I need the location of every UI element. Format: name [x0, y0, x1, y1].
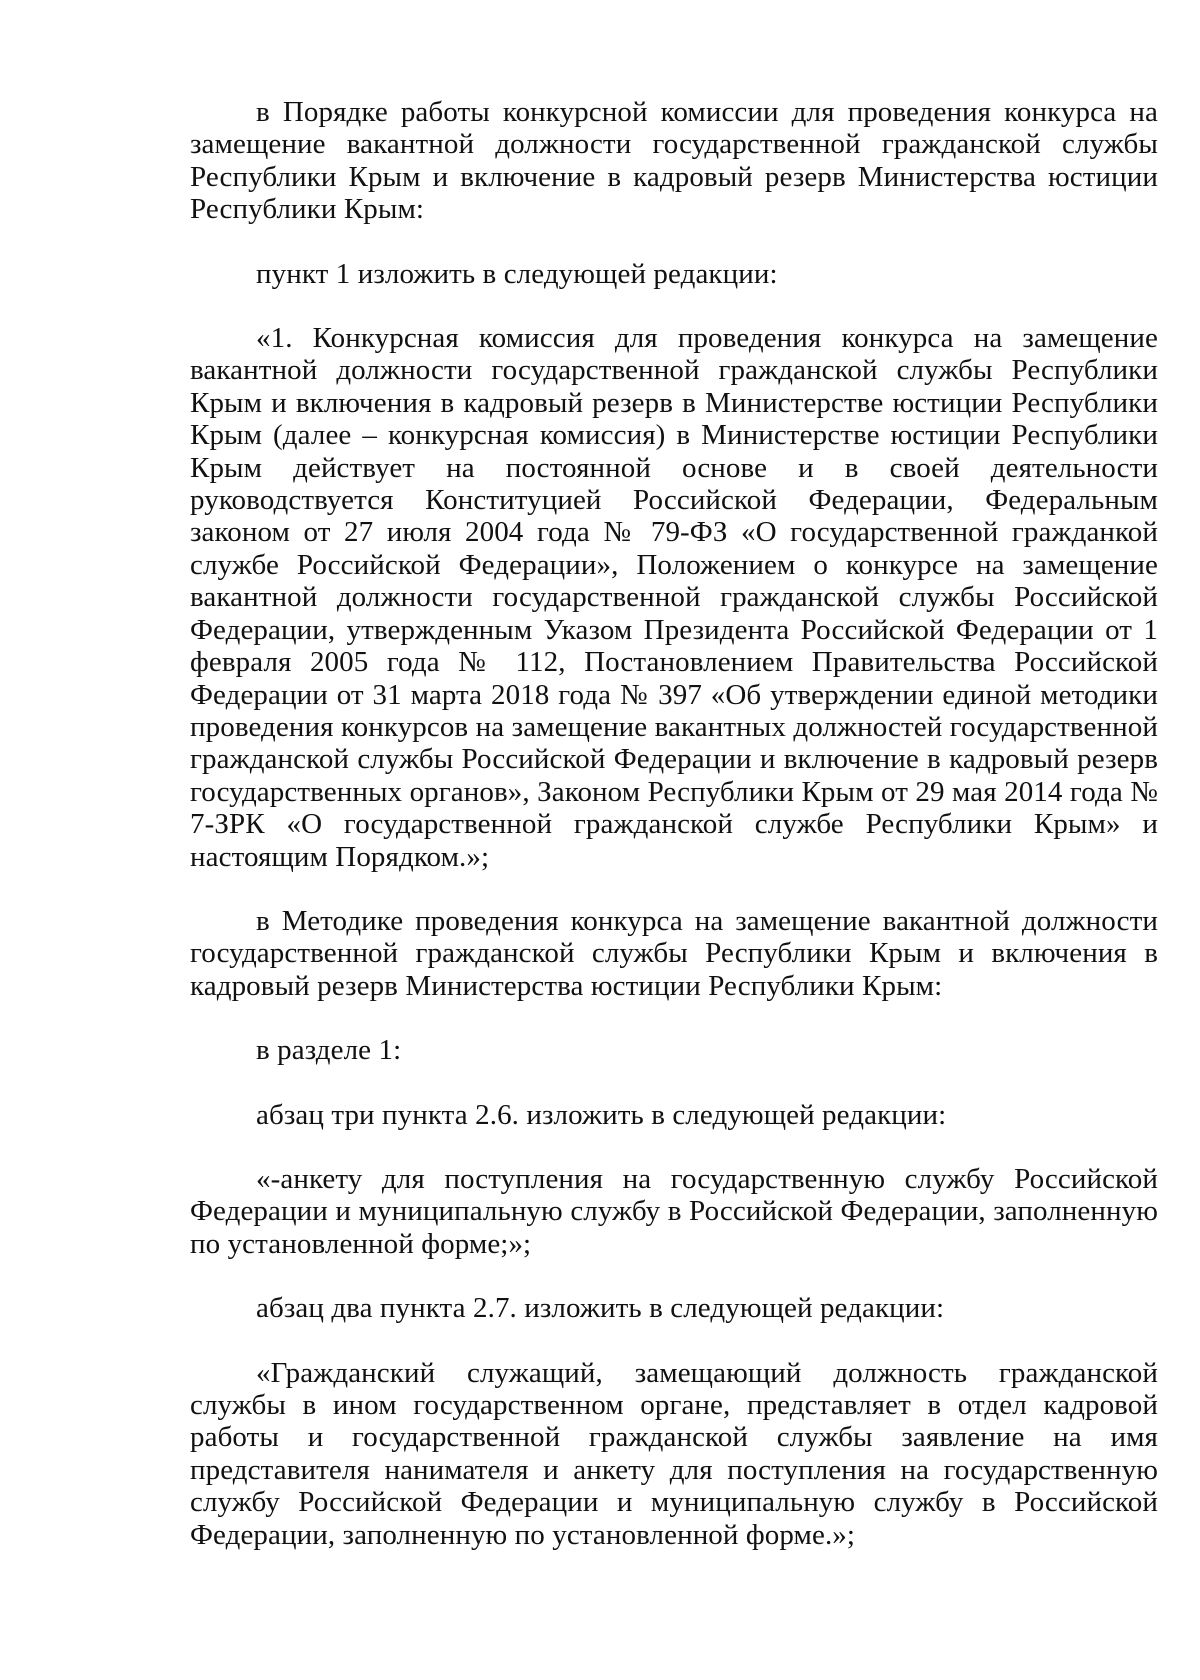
paragraph-2-7-heading: абзац два пункта 2.7. изложить в следующей редакции:	[256, 1292, 945, 1325]
paragraph-section-1: в разделе 1:	[256, 1034, 402, 1067]
paragraph-point-1-heading: пункт 1 изложить в следующей редакции:	[256, 257, 778, 290]
document-body	[190, 96, 1158, 1551]
paragraph-order-intro: в Порядке работы конкурсной комиссии для проведения конкурса на замещение вакантной должности государственной гражданской службы Республики Крым и включение в кадровый резерв Министерства юстиции Республики Крым:	[190, 96, 1158, 226]
paragraph-2-6-heading: абзац три пункта 2.6. изложить в следующей редакции:	[256, 1098, 947, 1131]
paragraph-point-1-text: «1. Конкурсная комиссия для проведения конкурса на замещение вакантной должности государственной гражданской службы Республики Крым и включения в кадровый резерв в Министерстве юстиции Республики Крым (далее – конкурсная комиссия) в Министерстве юстиции Республики Крым действует на постоянной основе и в своей деятельности руководствуется Конституцией Российской Федерации, Федеральным законом от 27 июля 2004 года № 79-ФЗ «О государственной гражданкой службе Российской Федерации», Положением о конкурсе на замещение вакантной должности государственной гражданской службы Российской Федерации, утвержденным Указом Президента Российской Федерации от 1 февраля 2005 года № 112, Постановлением Правительства Российской Федерации от 31 марта 2018 года № 397 «Об утверждении единой методики проведения конкурсов на замещение вакантных должностей государственной гражданской службы Российской Федерации и включение в кадровый резерв государственных органов», Законом Республики Крым от 29 мая 2014 года № 7-ЗРК «О государственной гражданской службе Республики Крым» и настоящим Порядком.»;	[190, 322, 1158, 873]
paragraph-2-7-text: «Гражданский служащий, замещающий должность гражданской службы в ином государственном органе, представляет в отдел кадровой работы и государственной гражданской службы заявление на имя представителя нанимателя и анкету для поступления на государственную службу Российской Федерации и муниципальную службу в Российской Федерации, заполненную по установленной форме.»;	[190, 1356, 1158, 1551]
paragraph-methodology-intro: в Методике проведения конкурса на замещение вакантной должности государственной гражданской службы Республики Крым и включения в кадровый резерв Министерства юстиции Республики Крым:	[190, 904, 1158, 1002]
paragraph-2-6-text: «-анкету для поступления на государственную службу Российской Федерации и муниципальную службу в Российской Федерации, заполненную по установленной форме;»;	[190, 1162, 1158, 1260]
